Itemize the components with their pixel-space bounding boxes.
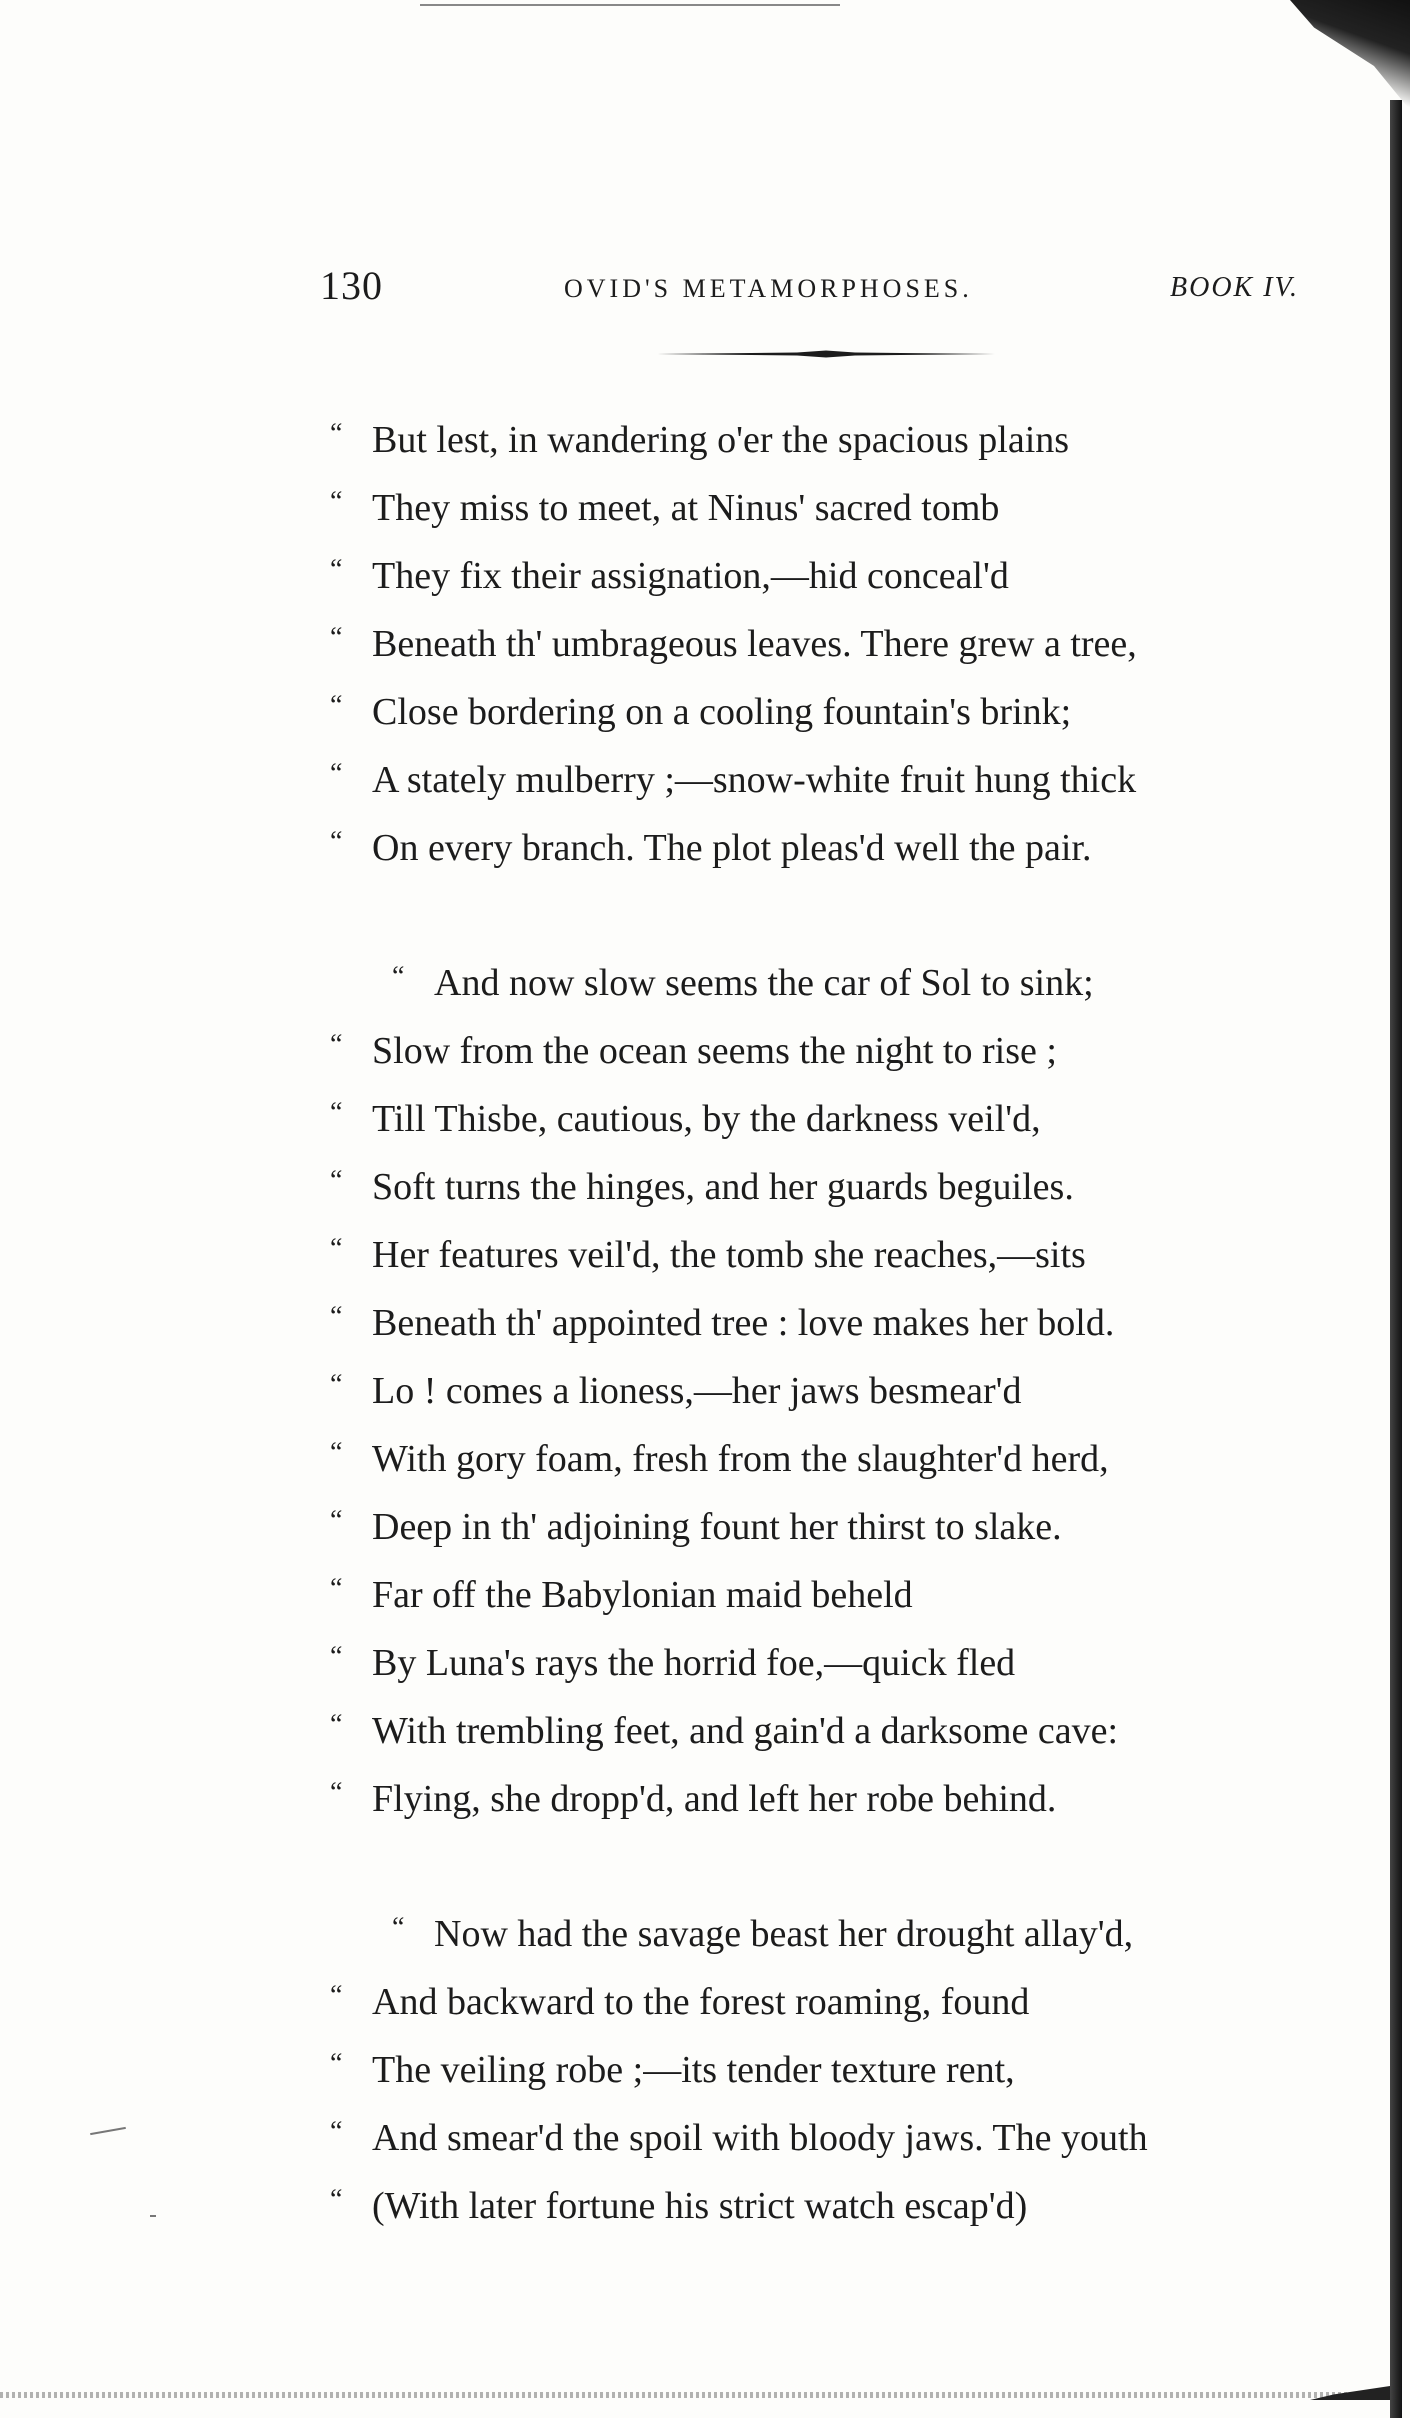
poem-line (330, 1623, 1330, 1691)
poem-line (330, 1555, 1330, 1623)
top-edge-line (420, 4, 840, 6)
poem-line-text: With trembling feet, and gain'd a darksome cave: (372, 1710, 1119, 1752)
poem-line-text: And now slow seems the car of Sol to sink; (434, 962, 1094, 1004)
page-header (320, 262, 1320, 312)
opening-quote-mark: “ (392, 1912, 405, 1943)
opening-quote-mark: “ (330, 554, 343, 585)
poem-line (330, 672, 1330, 740)
stanza (330, 400, 1330, 876)
poem-line-text: On every branch. The plot pleas'd well the pair. (372, 827, 1092, 869)
opening-quote-mark: “ (330, 1641, 343, 1672)
poem-line (330, 808, 1330, 876)
poem-line-text: Lo ! comes a lioness,—her jaws besmear'd (372, 1370, 1022, 1412)
header-rule (657, 350, 995, 358)
poem-line-text: Flying, she dropp'd, and left her robe behind. (372, 1778, 1057, 1820)
poem-body (330, 400, 1330, 2234)
opening-quote-mark: “ (330, 826, 343, 857)
page-number: 130 (320, 263, 383, 308)
opening-quote-mark: “ (330, 622, 343, 653)
opening-quote-mark: “ (330, 1029, 343, 1060)
poem-line (330, 1487, 1330, 1555)
poem-line (330, 2030, 1330, 2098)
poem-line (330, 604, 1330, 672)
stanza (330, 943, 1330, 1827)
poem-line (330, 1894, 1330, 1962)
opening-quote-mark: “ (330, 1980, 343, 2011)
ornamental-rule (657, 350, 995, 358)
poem-line (330, 1011, 1330, 1079)
opening-quote-mark: “ (330, 1369, 343, 1400)
running-title: OVID'S METAMORPHOSES. (564, 274, 973, 303)
poem-line-text: Slow from the ocean seems the night to rise ; (372, 1030, 1057, 1072)
margin-mark (90, 2127, 126, 2135)
poem-line-text: They miss to meet, at Ninus' sacred tomb (372, 487, 1000, 529)
poem-line (330, 943, 1330, 1011)
poem-line-text: By Luna's rays the horrid foe,—quick fled (372, 1642, 1016, 1684)
poem-line (330, 740, 1330, 808)
opening-quote-mark: “ (330, 418, 343, 449)
poem-line-text: Now had the savage beast her drought allay'd, (434, 1913, 1134, 1955)
opening-quote-mark: “ (330, 486, 343, 517)
poem-line-text: Beneath th' appointed tree : love makes her bold. (372, 1302, 1115, 1344)
poem-line-text: But lest, in wandering o'er the spacious plains (372, 419, 1070, 461)
poem-line (330, 536, 1330, 604)
poem-line (330, 468, 1330, 536)
opening-quote-mark: “ (330, 758, 343, 789)
opening-quote-mark: “ (330, 2184, 343, 2215)
poem-line (330, 1962, 1330, 2030)
opening-quote-mark: “ (330, 1233, 343, 1264)
poem-line (330, 1351, 1330, 1419)
opening-quote-mark: “ (330, 2048, 343, 2079)
opening-quote-mark: “ (330, 690, 343, 721)
poem-line (330, 1215, 1330, 1283)
opening-quote-mark: “ (330, 1165, 343, 1196)
poem-line-text: And backward to the forest roaming, found (372, 1981, 1030, 2023)
page-bottom-edge (0, 2392, 1390, 2398)
opening-quote-mark: “ (330, 1505, 343, 1536)
poem-line-text: They fix their assignation,—hid conceal'd (372, 555, 1009, 597)
poem-line-text: Her features veil'd, the tomb she reaches,—sits (372, 1234, 1086, 1276)
opening-quote-mark: “ (330, 1709, 343, 1740)
book-label: BOOK IV. (1170, 272, 1300, 303)
poem-line-text: Beneath th' umbrageous leaves. There grew a tree, (372, 623, 1137, 665)
margin-mark (150, 2215, 156, 2217)
poem-line-text: Till Thisbe, cautious, by the darkness veil'd, (372, 1098, 1041, 1140)
poem-line-text: And smear'd the spoil with bloody jaws. The youth (372, 2117, 1148, 2159)
binding-shadow-right (1390, 100, 1402, 2418)
poem-line (330, 2166, 1330, 2234)
opening-quote-mark: “ (330, 1301, 343, 1332)
opening-quote-mark: “ (330, 1777, 343, 1808)
poem-line-text: A stately mulberry ;—snow-white fruit hung thick (372, 759, 1137, 801)
poem-line (330, 400, 1330, 468)
poem-line-text: Deep in th' adjoining fount her thirst to slake. (372, 1506, 1062, 1548)
poem-line (330, 1147, 1330, 1215)
poem-line (330, 1419, 1330, 1487)
stanza (330, 1894, 1330, 2234)
opening-quote-mark: “ (330, 1573, 343, 1604)
opening-quote-mark: “ (330, 2116, 343, 2147)
poem-line-text: Close bordering on a cooling fountain's brink; (372, 691, 1072, 733)
poem-line-text: Soft turns the hinges, and her guards beguiles. (372, 1166, 1074, 1208)
binding-shadow-top (1290, 0, 1410, 110)
opening-quote-mark: “ (330, 1437, 343, 1468)
opening-quote-mark: “ (330, 1097, 343, 1128)
poem-line-text: The veiling robe ;—its tender texture rent, (372, 2049, 1015, 2091)
opening-quote-mark: “ (392, 961, 405, 992)
poem-line (330, 1759, 1330, 1827)
poem-line (330, 2098, 1330, 2166)
poem-line-text: Far off the Babylonian maid beheld (372, 1574, 913, 1616)
poem-line (330, 1283, 1330, 1351)
poem-line (330, 1079, 1330, 1147)
poem-line (330, 1691, 1330, 1759)
poem-line-text: (With later fortune his strict watch escap'd) (372, 2185, 1028, 2227)
poem-line-text: With gory foam, fresh from the slaughter'd herd, (372, 1438, 1109, 1480)
